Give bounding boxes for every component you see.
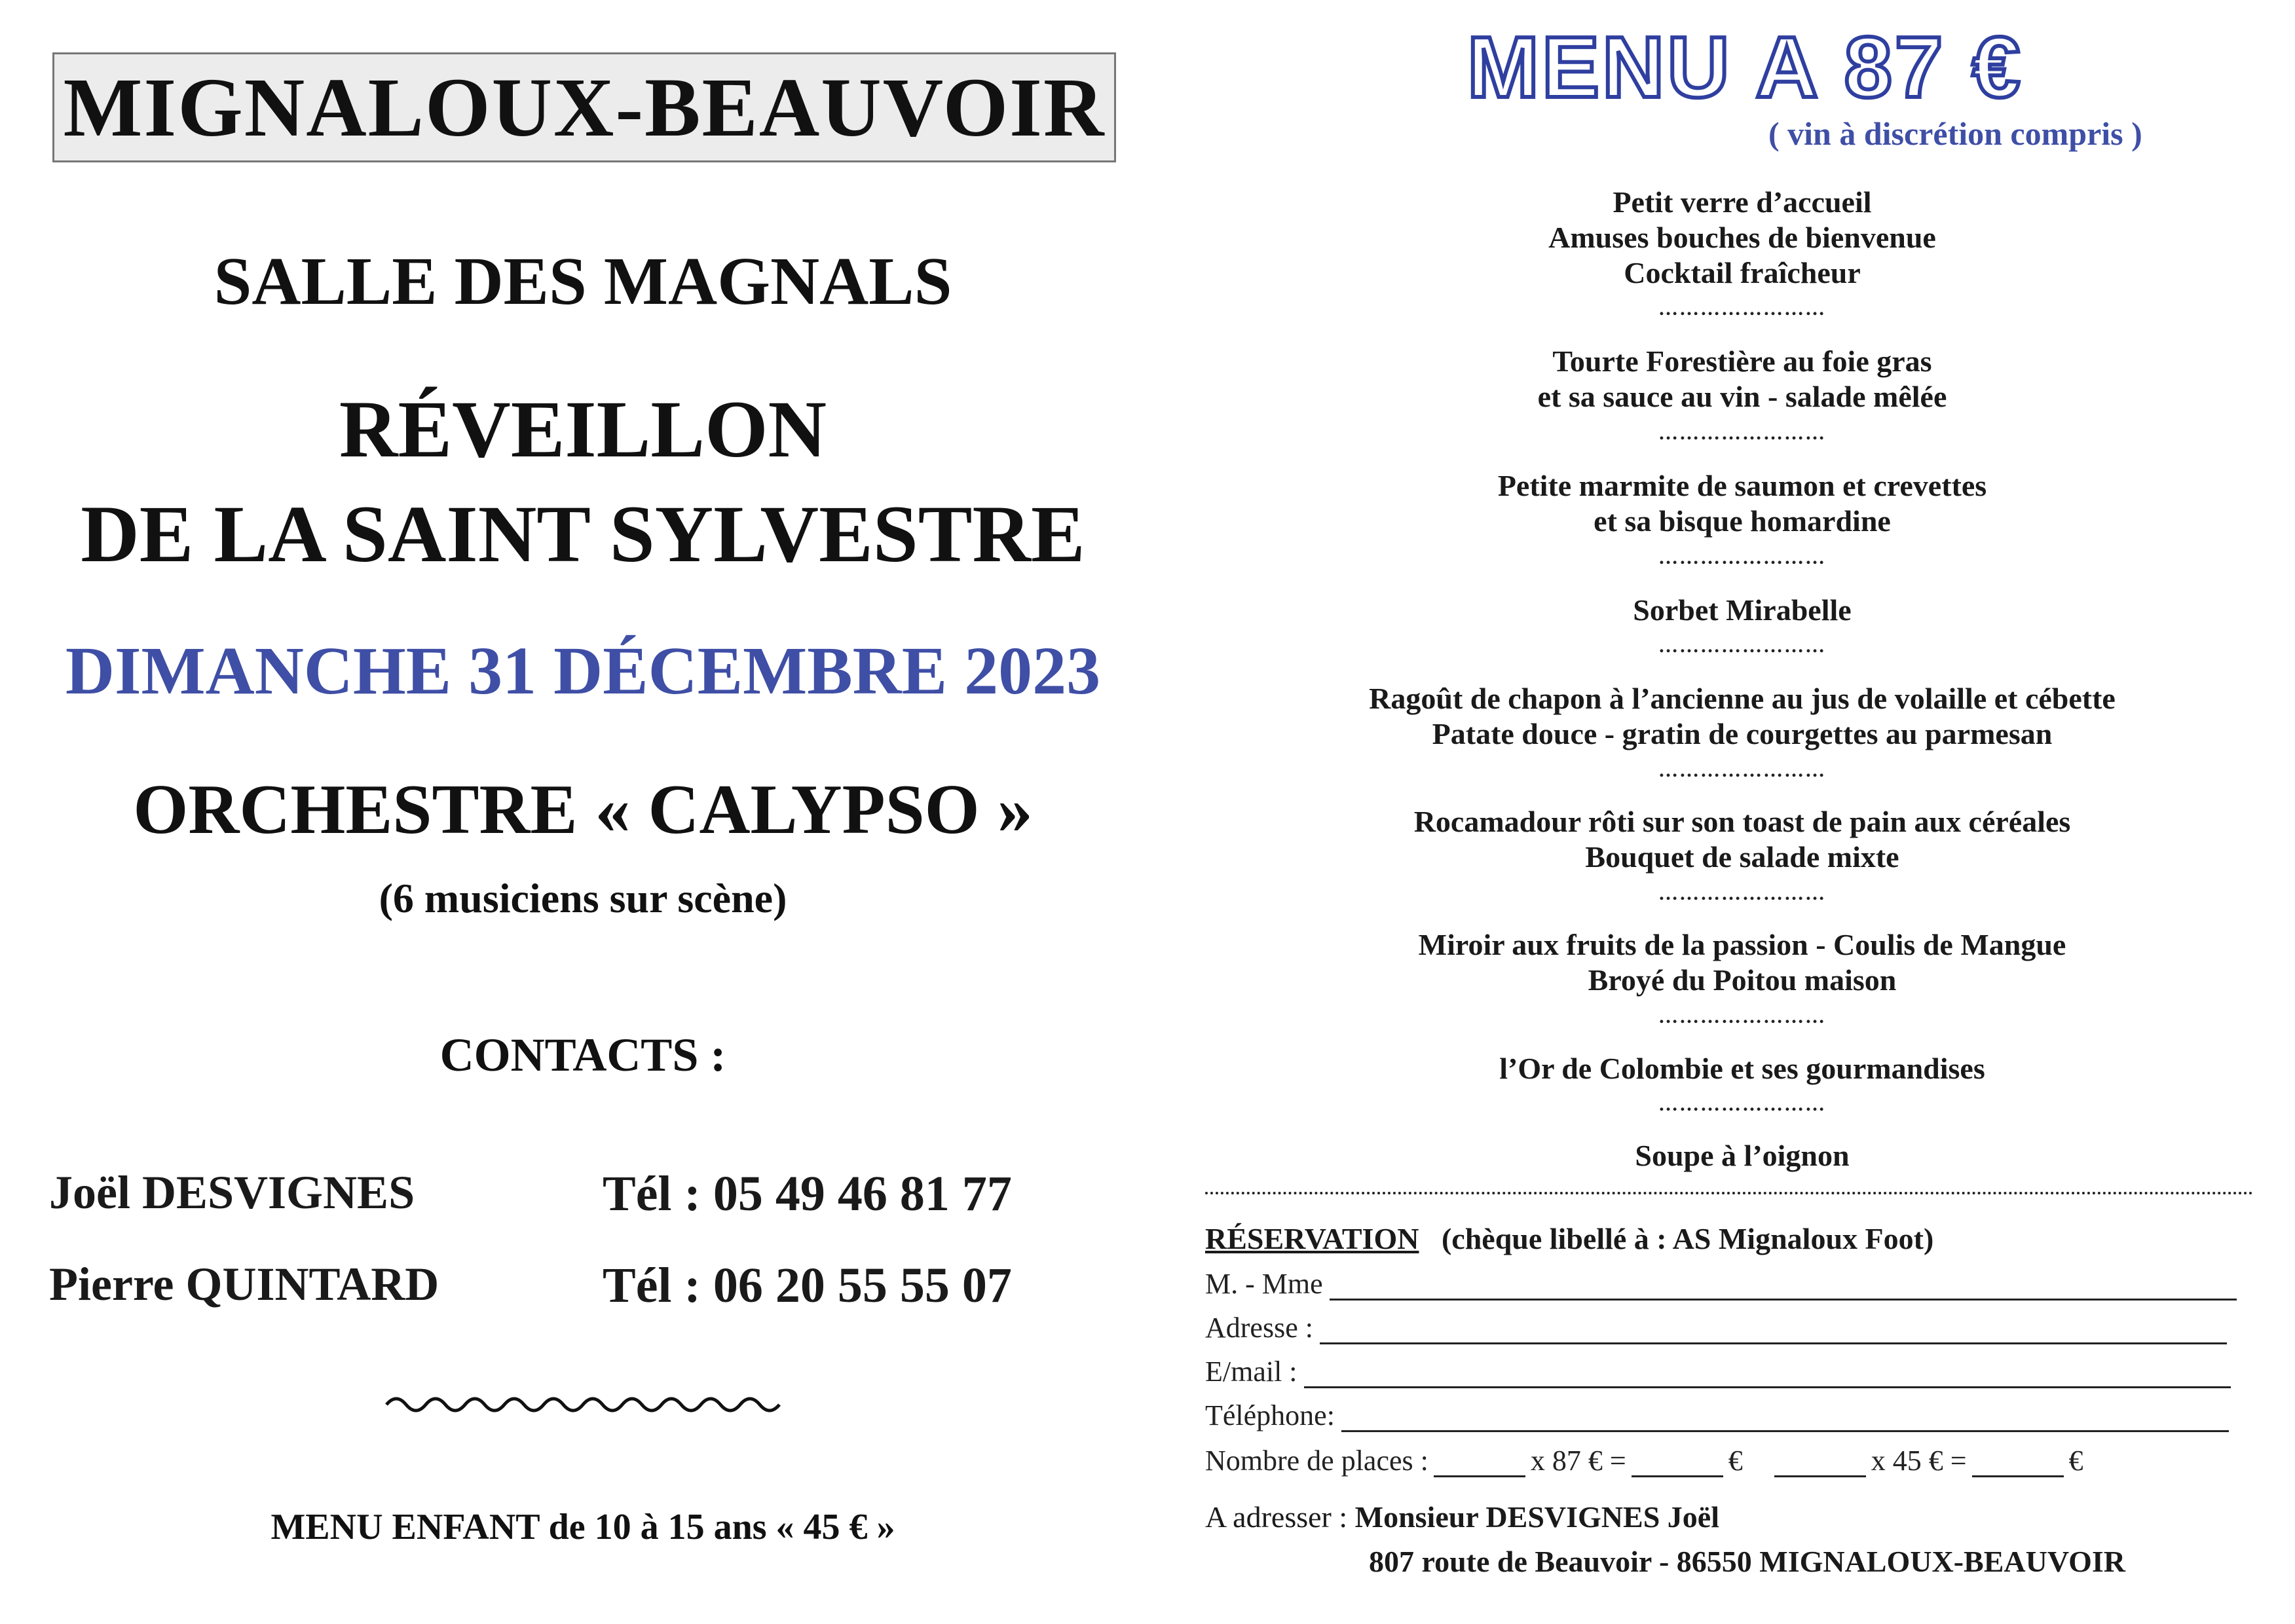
phone-field[interactable] (1341, 1404, 2229, 1432)
course-line: Petite marmite de saumon et crevettes (1497, 469, 1987, 502)
course-line: Miroir aux fruits de la passion - Coulis de Mangue (1418, 928, 2066, 961)
phone-label: Téléphone: (1205, 1399, 1335, 1431)
kid-places-field[interactable] (1774, 1449, 1866, 1477)
adult-places-field[interactable] (1434, 1449, 1525, 1477)
send-to (1205, 1500, 1719, 1534)
contact-phone: Tél : 05 49 46 81 77 (603, 1166, 1012, 1221)
course-line: Broyé du Poitou maison (1588, 963, 1897, 997)
menu-course (1297, 1051, 2188, 1086)
course-line: Petit verre d’accueil (1613, 185, 1872, 219)
menu-course (1297, 468, 2188, 539)
course-line: Patate douce - gratin de courgettes au parmesan (1432, 717, 2053, 750)
menu-course (1297, 681, 2188, 752)
euro-sign: € (2068, 1445, 2083, 1477)
town-title: MIGNALOUX-BEAUVOIR (63, 60, 1106, 154)
course-line: Rocamadour rôti sur son toast de pain aux céréales (1413, 805, 2071, 838)
course-separator: …………………… (1658, 547, 1826, 568)
menu-price-title-text: MENU A 87 € (1467, 20, 2023, 115)
course-line: Sorbet Mirabelle (1633, 593, 1852, 627)
course-separator: …………………… (1658, 1094, 1826, 1115)
menu-course (1297, 804, 2188, 875)
reservation-note: (chèque libellé à : AS Mignaloux Foot) (1441, 1222, 1934, 1255)
places-label: Nombre de places : (1205, 1445, 1428, 1477)
reservation-header (1205, 1221, 1933, 1256)
section-divider (1205, 1192, 2253, 1197)
reservation-label: RÉSERVATION (1205, 1222, 1419, 1255)
course-line: l’Or de Colombie et ses gourmandises (1499, 1052, 1985, 1085)
town-title-box (52, 52, 1116, 162)
kids-menu-price: MENU ENFANT de 10 à 15 ans « 45 € » (271, 1507, 895, 1547)
menu-price-title (1461, 20, 2037, 118)
name-row (1205, 1267, 2237, 1301)
phone-row (1205, 1399, 2229, 1432)
event-title-line2: DE LA SAINT SYLVESTRE (81, 489, 1085, 579)
send-to-address: 807 route de Beauvoir - 86550 MIGNALOUX-BEAUVOIR (1369, 1545, 2126, 1578)
send-to-label: A adresser : (1205, 1500, 1348, 1534)
musicians-note: (6 musiciens sur scène) (379, 875, 787, 921)
address-row (1205, 1311, 2227, 1344)
adult-total-field[interactable] (1632, 1449, 1723, 1477)
course-line: et sa bisque homardine (1594, 504, 1891, 538)
adult-price-label: x 87 € = (1530, 1445, 1626, 1477)
menu-course (1297, 593, 2188, 628)
menu-course (1297, 1138, 2188, 1173)
event-title-line1: RÉVEILLON (339, 384, 827, 474)
course-line: et sa sauce au vin - salade mêlée (1537, 380, 1947, 413)
name-field[interactable] (1330, 1272, 2237, 1301)
kid-price-label: x 45 € = (1871, 1445, 1967, 1477)
email-field[interactable] (1304, 1360, 2231, 1388)
menu-course (1297, 185, 2188, 291)
address-label: Adresse : (1205, 1312, 1313, 1344)
kid-total-field[interactable] (1972, 1449, 2064, 1477)
course-line: Cocktail fraîcheur (1624, 256, 1861, 289)
wine-note: ( vin à discrétion compris ) (1768, 115, 2142, 152)
course-separator: …………………… (1658, 1006, 1826, 1027)
course-line: Tourte Forestière au foie gras (1552, 344, 1932, 378)
course-line: Amuses bouches de bienvenue (1548, 221, 1936, 254)
course-separator: …………………… (1658, 298, 1826, 320)
euro-sign: € (1728, 1445, 1743, 1477)
ornament-divider-icon (380, 1392, 786, 1418)
contact-phone: Tél : 06 20 55 55 07 (603, 1258, 1012, 1313)
course-line: Ragoût de chapon à l’ancienne au jus de volaille et cébette (1369, 682, 2116, 715)
course-line: Soupe à l’oignon (1635, 1139, 1850, 1172)
places-row (1205, 1444, 2083, 1477)
course-separator: …………………… (1658, 422, 1826, 444)
venue-title: SALLE DES MAGNALS (214, 244, 952, 319)
send-to-name: Monsieur DESVIGNES Joël (1354, 1500, 1719, 1534)
event-date: DIMANCHE 31 DÉCEMBRE 2023 (65, 633, 1101, 709)
course-separator: …………………… (1658, 635, 1826, 657)
email-row (1205, 1355, 2231, 1388)
menu-course (1297, 344, 2188, 415)
name-label: M. - Mme (1205, 1268, 1323, 1300)
contact-name: Joël DESVIGNES (49, 1166, 415, 1219)
contact-name: Pierre QUINTARD (49, 1258, 439, 1310)
course-separator: …………………… (1658, 883, 1826, 904)
orchestra-title: ORCHESTRE « CALYPSO » (133, 771, 1033, 849)
course-line: Bouquet de salade mixte (1585, 840, 1899, 874)
menu-course (1297, 927, 2188, 998)
address-field[interactable] (1320, 1316, 2227, 1344)
course-separator: …………………… (1658, 760, 1826, 781)
email-label: E/mail : (1205, 1356, 1297, 1388)
contacts-heading: CONTACTS : (439, 1029, 726, 1081)
